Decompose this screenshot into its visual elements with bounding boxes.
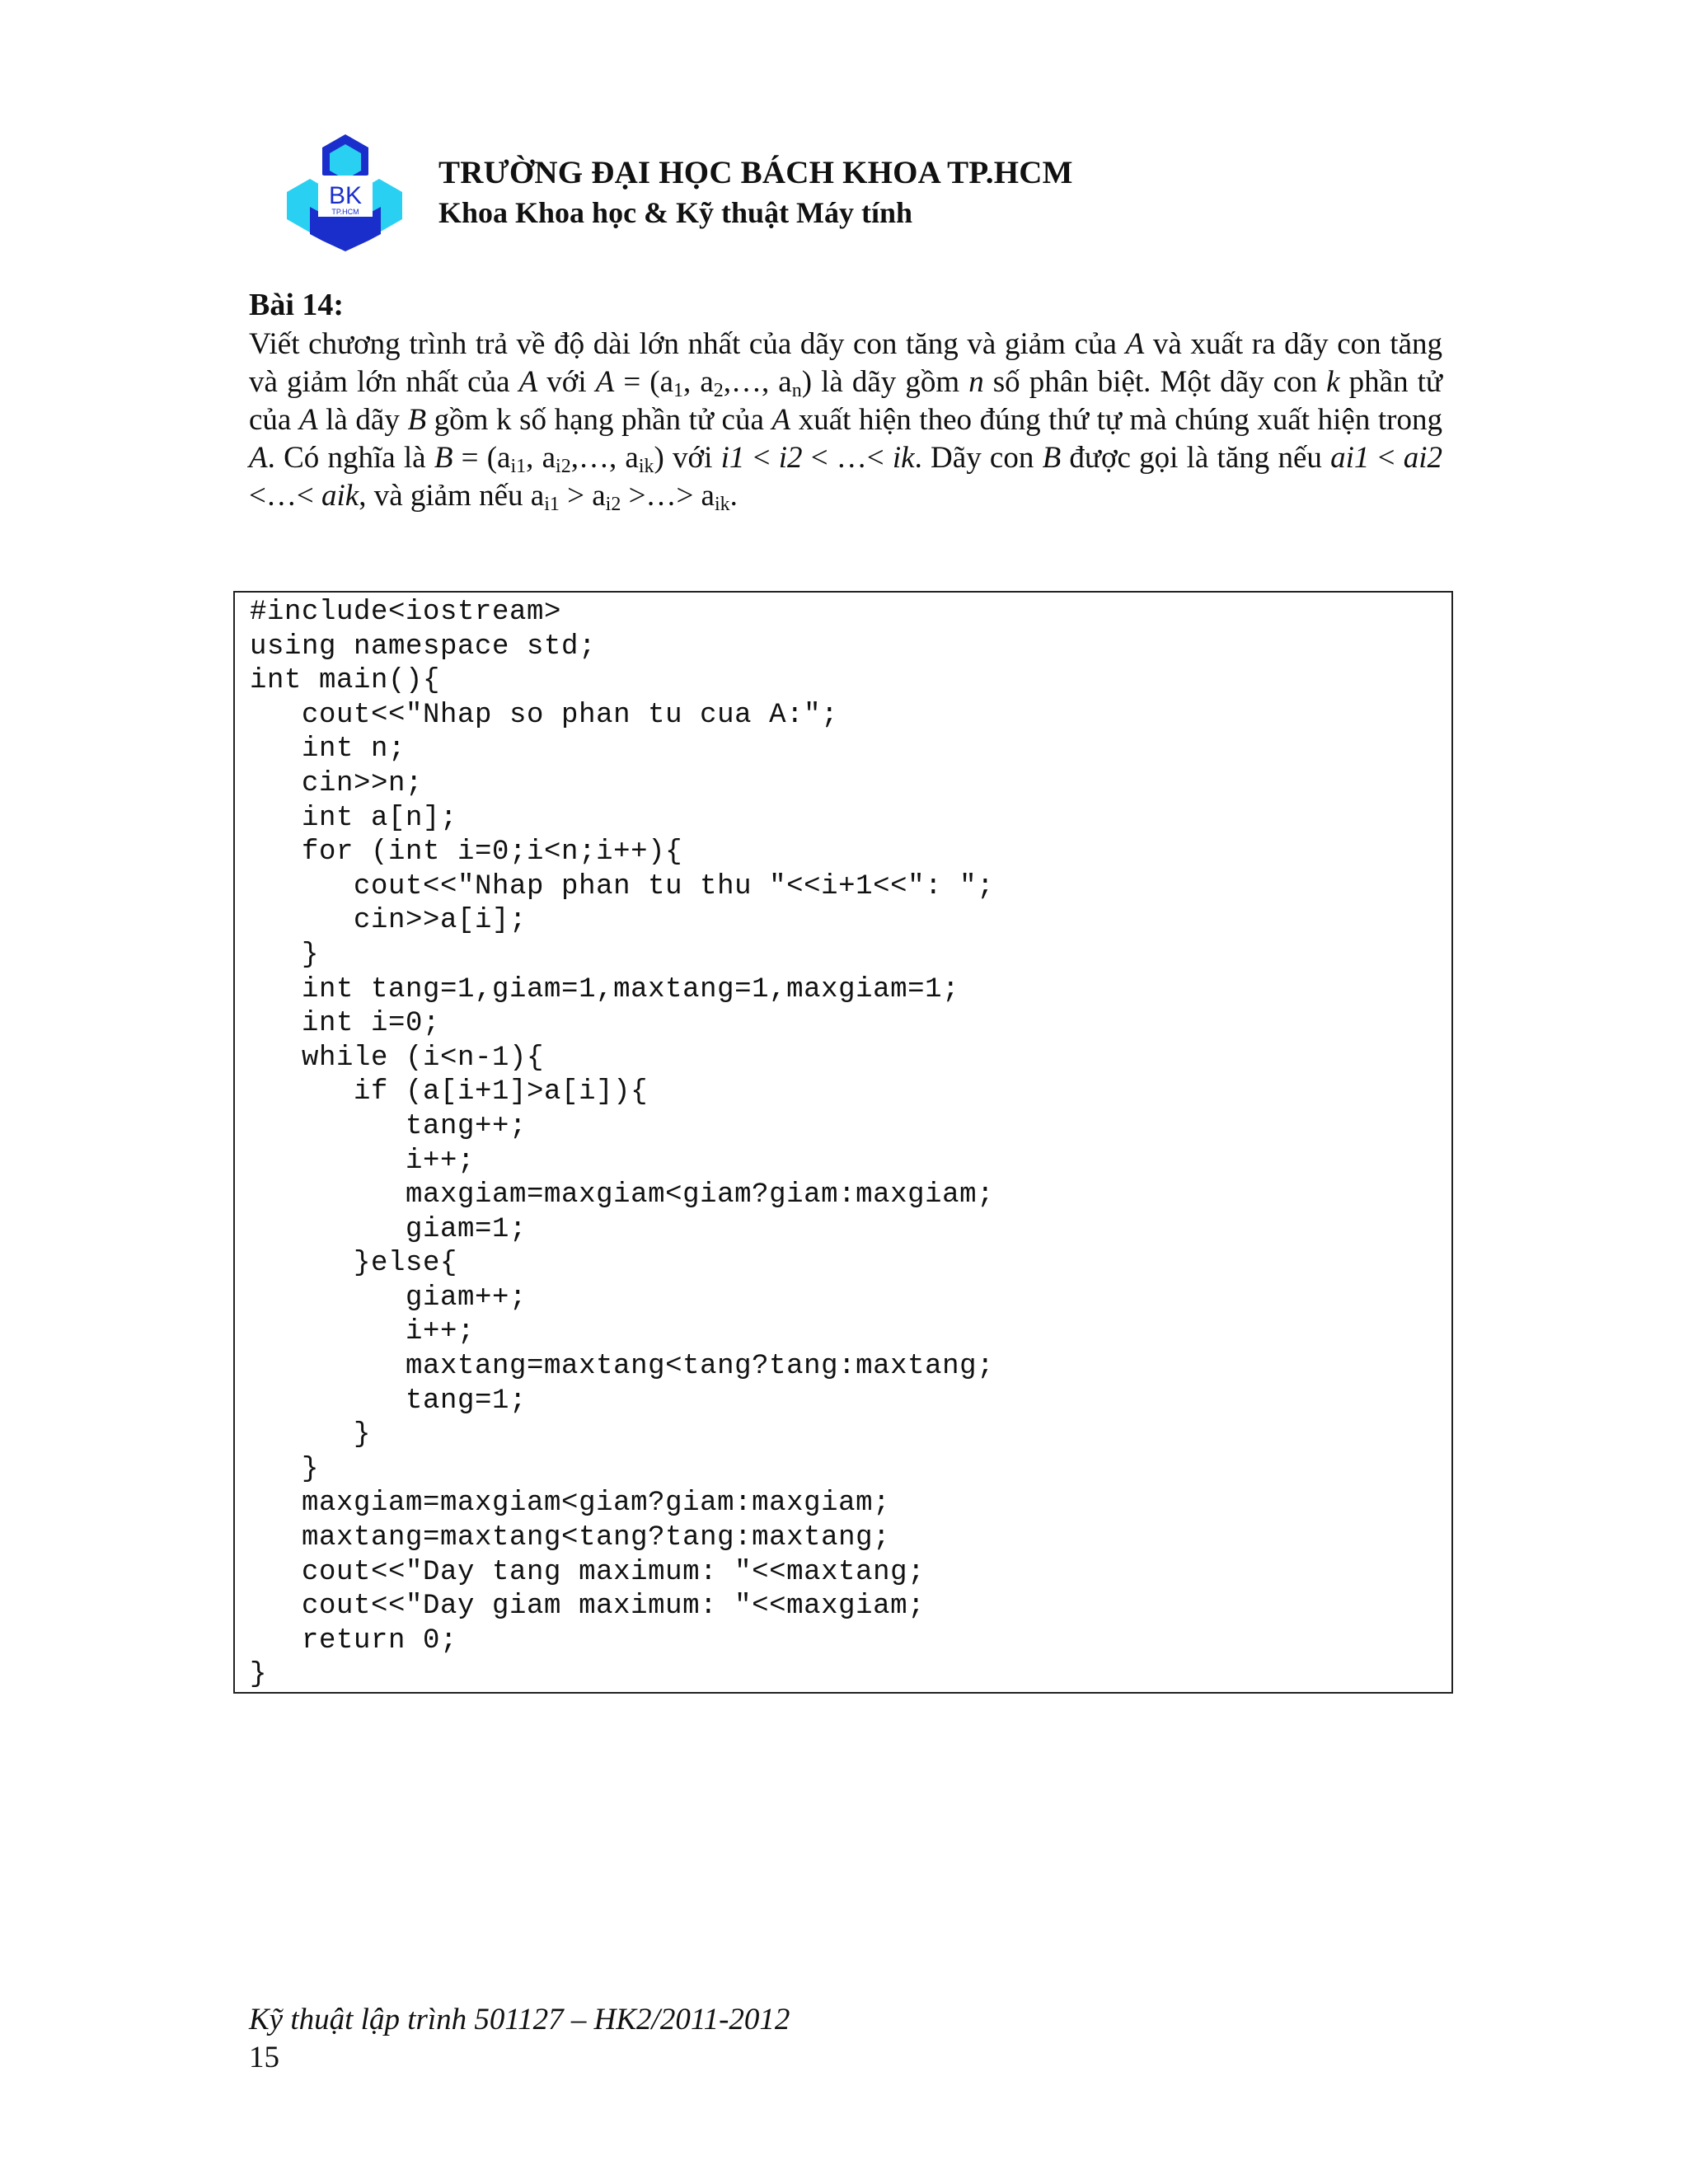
code-line: } [250,1453,320,1485]
course-info: Kỹ thuật lập trình 501127 – HK2/2011-2012 [249,2003,790,2036]
exercise [249,286,1442,515]
page-number: 15 [249,2041,279,2074]
header [438,153,1073,232]
university-name: TRƯỜNG ĐẠI HỌC BÁCH KHOA TP.HCM [438,155,1073,190]
code-line: while (i<n-1){ [250,1042,545,1074]
university-logo [287,134,404,251]
code-line: } [250,939,320,971]
faculty-name: Khoa Khoa học & Kỹ thuật Máy tính [438,196,913,229]
code-line: using namespace std; [250,630,597,663]
code-line: int i=0; [250,1008,441,1040]
code-line: maxtang=maxtang<tang?tang:maxtang; [250,1522,891,1554]
code-line: int a[n]; [250,802,458,834]
footer [249,2001,790,2077]
code-line: int tang=1,giam=1,maxtang=1,maxgiam=1; [250,973,960,1005]
code-line: cout<<"Nhap so phan tu cua A:"; [250,699,839,731]
code-line: tang++; [250,1110,528,1142]
code-line: if (a[i+1]>a[i]){ [250,1076,649,1108]
code-line: cout<<"Nhap phan tu thu "<<i+1<<": "; [250,870,995,902]
code-line: } [250,1419,372,1451]
code-line: giam=1; [250,1213,528,1245]
exercise-title: Bài 14: [249,288,345,322]
exercise-description: Viết chương trình trả về độ dài lớn nhất của dãy con tăng và giảm của A và xuất ra dãy con tăng và giảm lớn nhất của A với $A = (a_1$, $a_2,\dots$, $a_n$) là dãy gồm n số phân biệt. Một dãy con k phần tử của A là dãy B gồm k số hạng phần tử của A xuất hiện theo đúng thứ tự mà chúng xuất hiện trong A. Có nghĩa là $B = (a_{i1}$, $a_{i2},\dots$, $a_{ik}$) với i1 < i2 < …< ik. Dãy con B được gọi là tăng nếu ai1 < ai2 <…< aik, và giảm nếu $a_{i1} > a_{i2}$ >…> $a_{ik}$. [249,327,1443,515]
code-line: }else{ [250,1248,458,1280]
logo-sub: TP.HCM [331,208,359,216]
bk-logo-icon [287,134,404,251]
code-block [233,591,1453,1694]
code-line: cin>>n; [250,767,424,799]
code-line: tang=1; [250,1385,528,1417]
code-line: cout<<"Day tang maximum: "<<maxtang; [250,1556,926,1588]
code-line: int n; [250,733,406,766]
code-line: maxgiam=maxgiam<giam?giam:maxgiam; [250,1488,891,1520]
code-line: #include<iostream> [250,597,562,628]
code-line: int main(){ [250,665,441,697]
code-line: for (int i=0;i<n;i++){ [250,837,683,869]
code-line: giam++; [250,1282,528,1314]
code-line: i++; [250,1145,476,1177]
code-line: return 0; [250,1624,458,1657]
logo-initials: BK [328,182,363,209]
code-line: maxgiam=maxgiam<giam?giam:maxgiam; [250,1179,995,1212]
code-line: cout<<"Day giam maximum: "<<maxgiam; [250,1591,926,1623]
code-line: } [250,1659,268,1691]
code-line: cin>>a[i]; [250,905,528,937]
code-line: maxtang=maxtang<tang?tang:maxtang; [250,1351,995,1383]
code-line: i++; [250,1316,476,1348]
